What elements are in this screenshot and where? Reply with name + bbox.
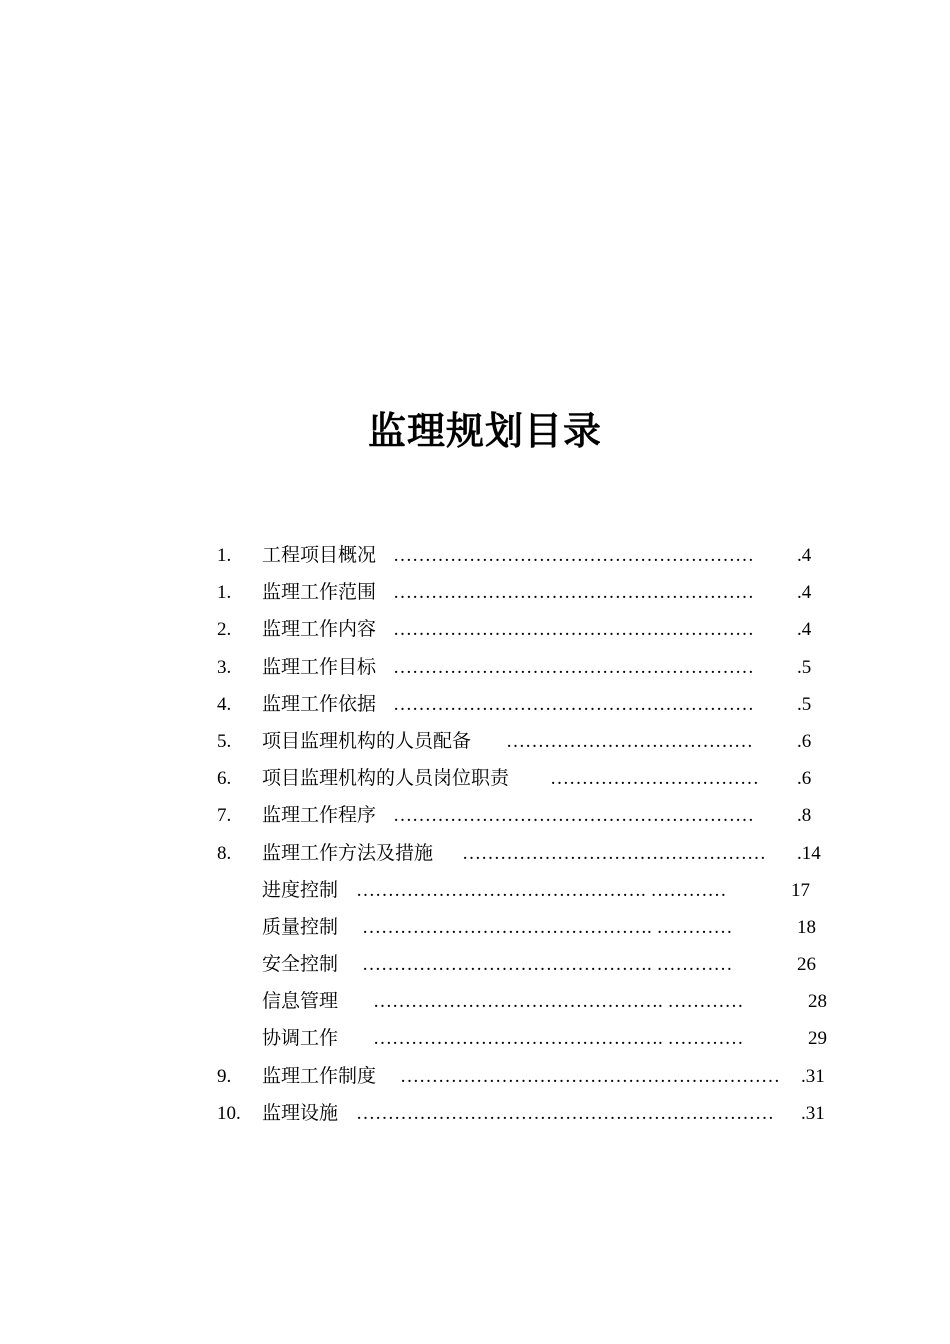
toc-leader: …………………………………………	[462, 842, 766, 864]
toc-title: 监理工作程序	[262, 804, 377, 827]
toc-leader: ……………………………	[550, 768, 759, 790]
toc-page-number: 28	[808, 991, 827, 1013]
toc-title: 监理工作方法及措施	[262, 841, 434, 864]
toc-title: 协调工作	[262, 1027, 339, 1050]
toc-leader: ………………………………………. …………	[373, 991, 744, 1013]
toc-number: 9.	[217, 1065, 232, 1087]
toc-entry[interactable]	[0, 537, 950, 574]
toc-leader: ………………………………………. …………	[373, 1028, 744, 1050]
toc-entry[interactable]	[0, 760, 950, 797]
toc-entry[interactable]	[0, 686, 950, 723]
toc-entry[interactable]	[0, 1095, 950, 1132]
toc-leader: …………………………………………………	[393, 656, 754, 678]
toc-title: 监理工作内容	[262, 618, 377, 641]
toc-title: 进度控制	[262, 878, 339, 901]
toc-title: 监理工作制度	[262, 1064, 377, 1087]
toc-title: 监理工作目标	[262, 655, 377, 678]
table-of-contents	[0, 537, 950, 1132]
toc-leader: …………………………………………………	[393, 619, 754, 641]
toc-entry[interactable]	[0, 611, 950, 648]
toc-number: 10.	[217, 1102, 241, 1124]
toc-title: 工程项目概况	[262, 544, 377, 566]
toc-title: 监理工作范围	[262, 581, 377, 604]
toc-entry[interactable]	[0, 872, 950, 909]
toc-page-number: .5	[797, 693, 812, 715]
toc-leader: ………………………………………. …………	[362, 916, 733, 938]
toc-number: 3.	[217, 656, 232, 678]
toc-title: 信息管理	[262, 990, 339, 1013]
toc-title: 安全控制	[262, 953, 339, 976]
toc-page-number: 26	[797, 954, 816, 976]
toc-page-number: 18	[797, 916, 816, 938]
toc-page-number: .4	[797, 582, 812, 604]
toc-page-number: .31	[801, 1065, 825, 1087]
toc-entry[interactable]	[0, 983, 950, 1020]
toc-number: 7.	[217, 805, 232, 827]
toc-leader: ……………………………………………………	[400, 1065, 780, 1087]
toc-title: 质量控制	[262, 915, 339, 938]
toc-page-number: .6	[797, 730, 812, 752]
toc-entry[interactable]	[0, 1058, 950, 1095]
toc-page-number: .6	[797, 768, 812, 790]
toc-page-number: 17	[791, 879, 810, 901]
toc-title: 监理工作依据	[262, 692, 377, 715]
toc-entry[interactable]	[0, 1020, 950, 1057]
toc-page-number: .14	[797, 842, 821, 864]
toc-leader: …………………………………	[506, 730, 753, 752]
toc-number: 8.	[217, 842, 232, 864]
toc-page-number: 29	[808, 1028, 827, 1050]
toc-leader: …………………………………………………	[393, 693, 754, 715]
toc-entry[interactable]	[0, 649, 950, 686]
toc-page-number: .8	[797, 805, 812, 827]
toc-leader: ………………………………………. …………	[362, 954, 733, 976]
toc-leader: ………………………………………. …………	[356, 879, 727, 901]
toc-page-number: .5	[797, 656, 812, 678]
toc-entry[interactable]	[0, 574, 950, 611]
toc-number: 2.	[217, 619, 232, 641]
toc-page-number: .31	[801, 1102, 825, 1124]
toc-leader: …………………………………………………	[393, 582, 754, 604]
toc-number: 1.	[217, 545, 232, 566]
toc-number: 1.	[217, 582, 232, 604]
toc-entry[interactable]	[0, 946, 950, 983]
toc-number: 5.	[217, 730, 232, 752]
toc-title: 监理设施	[262, 1101, 339, 1124]
toc-entry[interactable]	[0, 909, 950, 946]
toc-entry[interactable]	[0, 797, 950, 834]
toc-title: 项目监理机构的人员岗位职责	[262, 767, 510, 790]
toc-leader: …………………………………………………	[393, 545, 754, 566]
toc-title: 项目监理机构的人员配备	[262, 729, 472, 752]
toc-page-number: .4	[797, 545, 812, 566]
toc-entry[interactable]	[0, 723, 950, 760]
toc-leader: …………………………………………………	[393, 805, 754, 827]
toc-entry[interactable]	[0, 835, 950, 872]
page-title: 监理规划目录	[367, 409, 602, 453]
toc-number: 6.	[217, 768, 232, 790]
toc-page-number: .4	[797, 619, 812, 641]
toc-leader: …………………………………………………………	[356, 1102, 774, 1124]
toc-number: 4.	[217, 693, 232, 715]
